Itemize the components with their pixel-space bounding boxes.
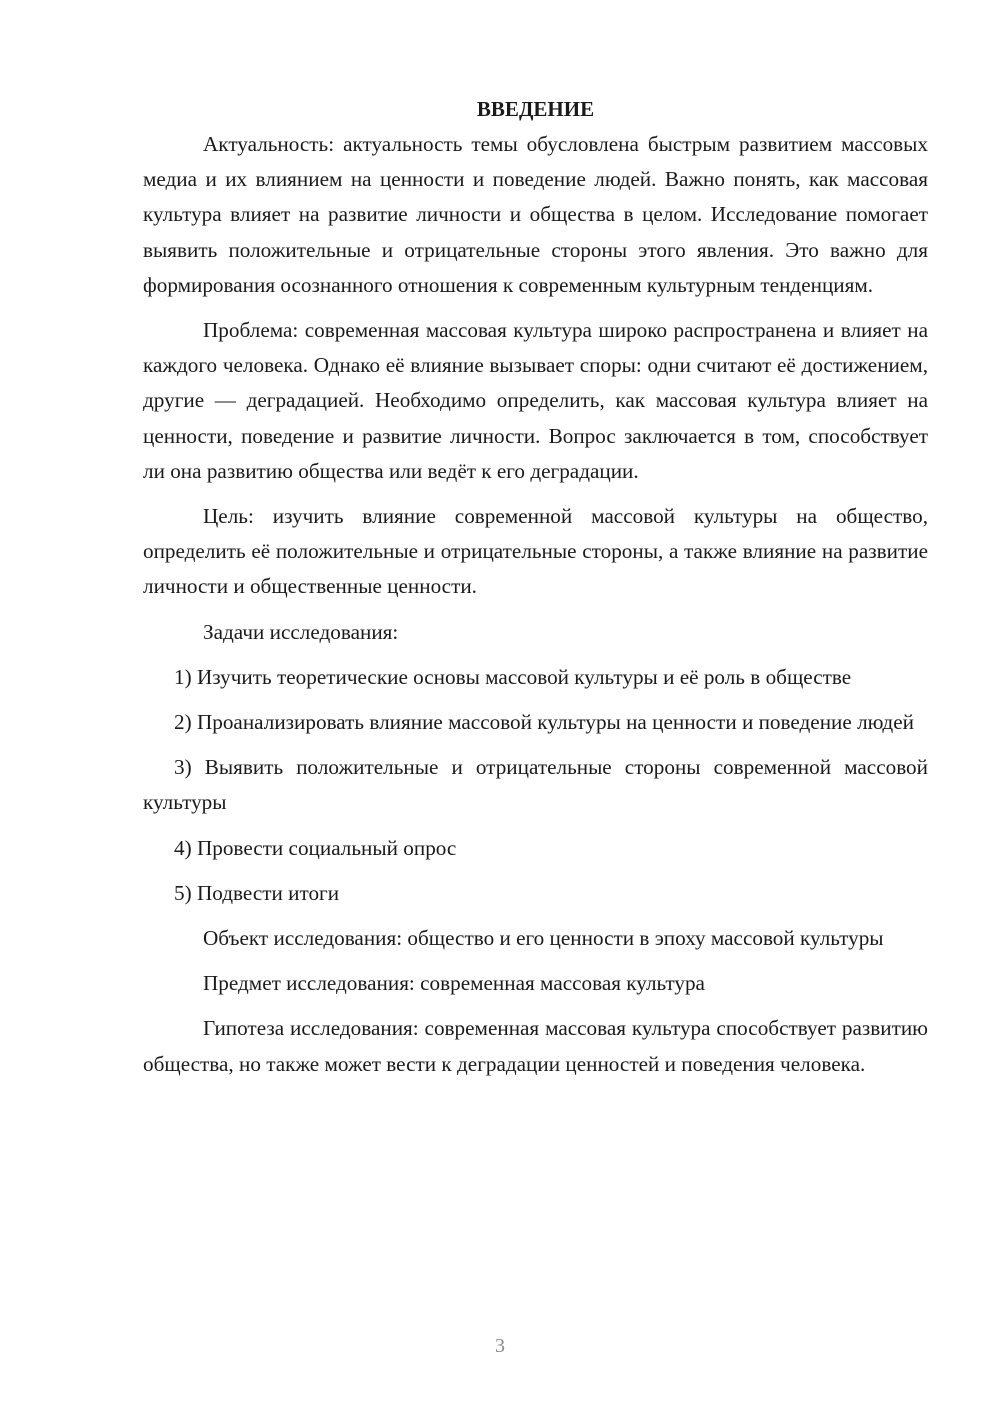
task-item-5: 5) Подвести итоги bbox=[174, 880, 340, 905]
paragraph-tasks-heading: Задачи исследования: bbox=[203, 619, 399, 644]
paragraph-relevance: Актуальность: актуальность темы обусловлена быстрым развитием массовых медиа и их влиянием на ценности и поведение людей. Важно понять, как массовая культура влияет на развитие личности и общества в целом. Исследование помогает выявить положительные и отрицательные стороны этого явления. Это важно для формирования осознанного отношения к современным культурным тенденциям. bbox=[143, 132, 928, 297]
document-page bbox=[143, 92, 928, 1082]
paragraph-object: Объект исследования: общество и его ценности в эпоху массовой культуры bbox=[203, 926, 884, 951]
page-title: ВВЕДЕНИЕ bbox=[476, 97, 595, 121]
paragraph-hypothesis: Гипотеза исследования: современная массовая культура способствует развитию общества, но также может вести к деградации ценностей и поведения человека. bbox=[143, 1016, 928, 1076]
task-item-3: 3) Выявить положительные и отрицательные стороны современной массовой культуры bbox=[143, 755, 928, 815]
task-item-1: 1) Изучить теоретические основы массовой культуры и её роль в обществе bbox=[174, 664, 852, 689]
paragraph-goal: Цель: изучить влияние современной массовой культуры на общество, определить её положительные и отрицательные стороны, а также влияние на развитие личности и общественные ценности. bbox=[143, 504, 928, 599]
page-number: 3 bbox=[495, 1335, 505, 1357]
paragraph-subject: Предмет исследования: современная массовая культура bbox=[203, 971, 705, 996]
task-item-2: 2) Проанализировать влияние массовой культуры на ценности и поведение людей bbox=[174, 710, 914, 735]
task-item-4: 4) Провести социальный опрос bbox=[174, 835, 457, 860]
paragraph-problem: Проблема: современная массовая культура широко распространена и влияет на каждого человека. Однако её влияние вызывает споры: одни считают её достижением, другие — деградацией. Необходимо определить, как массовая культура влияет на ценности, поведение и развитие личности. Вопрос заключается в том, способствует ли она развитию общества или ведёт к его деградации. bbox=[143, 318, 928, 483]
